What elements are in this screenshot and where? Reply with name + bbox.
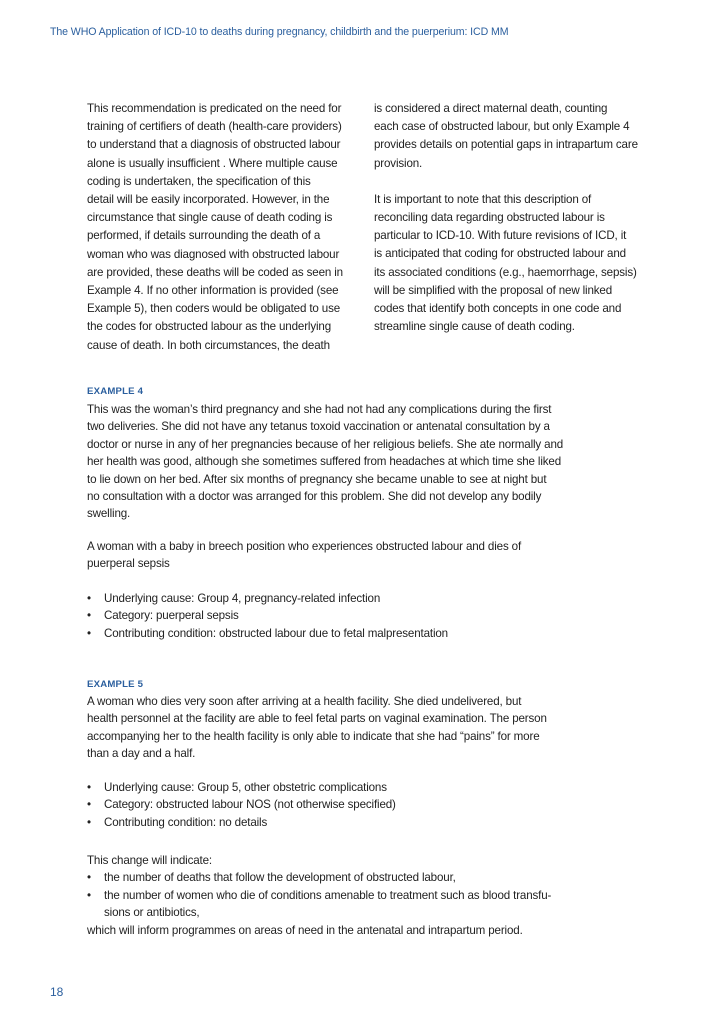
text-line: circumstance that single cause of death coding is <box>87 211 333 225</box>
text-line: performed, if details surrounding the death of a <box>87 229 321 243</box>
text-line: provision. <box>374 156 423 170</box>
list-item: • Category: puerperal sepsis <box>87 607 687 624</box>
text-line: detail will be easily incorporated. However, in the <box>87 193 330 207</box>
left-column <box>87 100 362 355</box>
list-item: • Contributing condition: obstructed labour due to fetal malpresentation <box>87 625 687 642</box>
text-line: coding is undertaken, the specification of this <box>87 174 311 188</box>
list-item: • the number of women who die of conditions amenable to treatment such as blood transfu- <box>87 887 687 904</box>
text-line: provides details on potential gaps in intrapartum care <box>374 138 638 152</box>
text-line: cause of death. In both circumstances, the death <box>87 338 330 352</box>
example-4-bullets <box>87 590 687 642</box>
text-line: swelling. <box>87 507 131 521</box>
text-line: training of certifiers of death (health-care providers) <box>87 120 342 134</box>
running-header: The WHO Application of ICD-10 to deaths during pregnancy, childbirth and the puerperium: ICD MM <box>50 26 509 38</box>
closing-intro: This change will indicate: <box>87 854 212 867</box>
bullet-icon: • <box>87 592 91 605</box>
text-line: two deliveries. She did not have any tetanus toxoid vaccination or antenatal consultation by a <box>87 420 550 434</box>
text-line: particular to ICD-10. With future revisions of ICD, it <box>374 229 627 243</box>
text-line: A woman who dies very soon after arriving at a health facility. She died undelivered, but <box>87 695 522 708</box>
list-item: • Underlying cause: Group 4, pregnancy-related infection <box>87 590 687 607</box>
example-4-label: EXAMPLE 4 <box>87 386 144 397</box>
text-line: streamline single cause of death coding. <box>374 320 575 334</box>
bullet-icon: • <box>87 888 91 902</box>
text-line: will be simplified with the proposal of new linked <box>374 283 613 297</box>
example-5-text <box>87 693 687 763</box>
text-line: puerperal sepsis <box>87 557 170 571</box>
text-line: woman who was diagnosed with obstructed labour <box>87 247 340 261</box>
bullet-icon: • <box>87 815 91 829</box>
text-line: Example 5), then coders would be obligated to use <box>87 302 341 316</box>
text-line: are provided, these deaths will be coded as seen in <box>87 265 343 279</box>
bullet-icon: • <box>87 626 91 640</box>
text-line: to understand that a diagnosis of obstructed labour <box>87 138 341 152</box>
example-4-text <box>87 401 687 523</box>
list-item: • Underlying cause: Group 5, other obstetric complications <box>87 779 687 796</box>
text-line: each case of obstructed labour, but only Example 4 <box>374 120 630 134</box>
text-line: her health was good, although she sometimes suffered from headaches at which time she liked <box>87 455 561 469</box>
right-column <box>374 100 674 336</box>
text-line: A woman with a baby in breech position who experiences obstructed labour and dies of <box>87 540 522 553</box>
text-line: doctor or nurse in any of her pregnancies because of her religious beliefs. She ate normally and <box>87 437 564 451</box>
list-item: • the number of deaths that follow the development of obstructed labour, <box>87 869 687 886</box>
text-line: than a day and a half. <box>87 747 196 761</box>
text-line: accompanying her to the health facility is only able to indicate that she had “pains” for more <box>87 729 540 743</box>
text-line: its associated conditions (e.g., haemorrhage, sepsis) <box>374 265 637 279</box>
text-line: This recommendation is predicated on the need for <box>87 102 342 115</box>
page-number: 18 <box>50 985 64 999</box>
bullet-icon: • <box>87 871 91 885</box>
text-line: This was the woman’s third pregnancy and she had not had any complications during the first <box>87 403 552 416</box>
closing-outro: which will inform programmes on areas of need in the antenatal and intrapartum period. <box>87 923 523 937</box>
closing-section <box>87 852 687 939</box>
bullet-icon: • <box>87 609 91 623</box>
bullet-icon: • <box>87 798 91 812</box>
text-line: Example 4. If no other information is provided (see <box>87 284 339 298</box>
bullet-icon: • <box>87 781 91 794</box>
list-item: • Contributing condition: no details <box>87 814 687 831</box>
text-line: codes that identify both concepts in one code and <box>374 302 622 316</box>
text-line: reconciling data regarding obstructed labour is <box>374 211 605 225</box>
text-line: alone is usually insufficient . Where multiple cause <box>87 156 338 170</box>
text-line: health personnel at the facility are able to feel fetal parts on vaginal examination. The person <box>87 712 547 726</box>
text-line: the codes for obstructed labour as the underlying <box>87 320 332 334</box>
text-line: to lie down on her bed. After six months of pregnancy she became unable to see at night but <box>87 472 547 486</box>
text-line: no consultation with a doctor was arranged for this problem. She did not develop any bodily <box>87 490 542 504</box>
example-5-label: EXAMPLE 5 <box>87 679 144 690</box>
list-item-continuation: sions or antibiotics, <box>104 906 200 920</box>
text-line: It is important to note that this description of <box>374 192 592 206</box>
text-line: is anticipated that coding for obstructed labour and <box>374 247 626 261</box>
example-4-summary <box>87 538 687 573</box>
list-item: • Category: obstructed labour NOS (not otherwise specified) <box>87 796 687 813</box>
text-line: is considered a direct maternal death, counting <box>374 102 608 115</box>
example-5-bullets <box>87 779 687 831</box>
